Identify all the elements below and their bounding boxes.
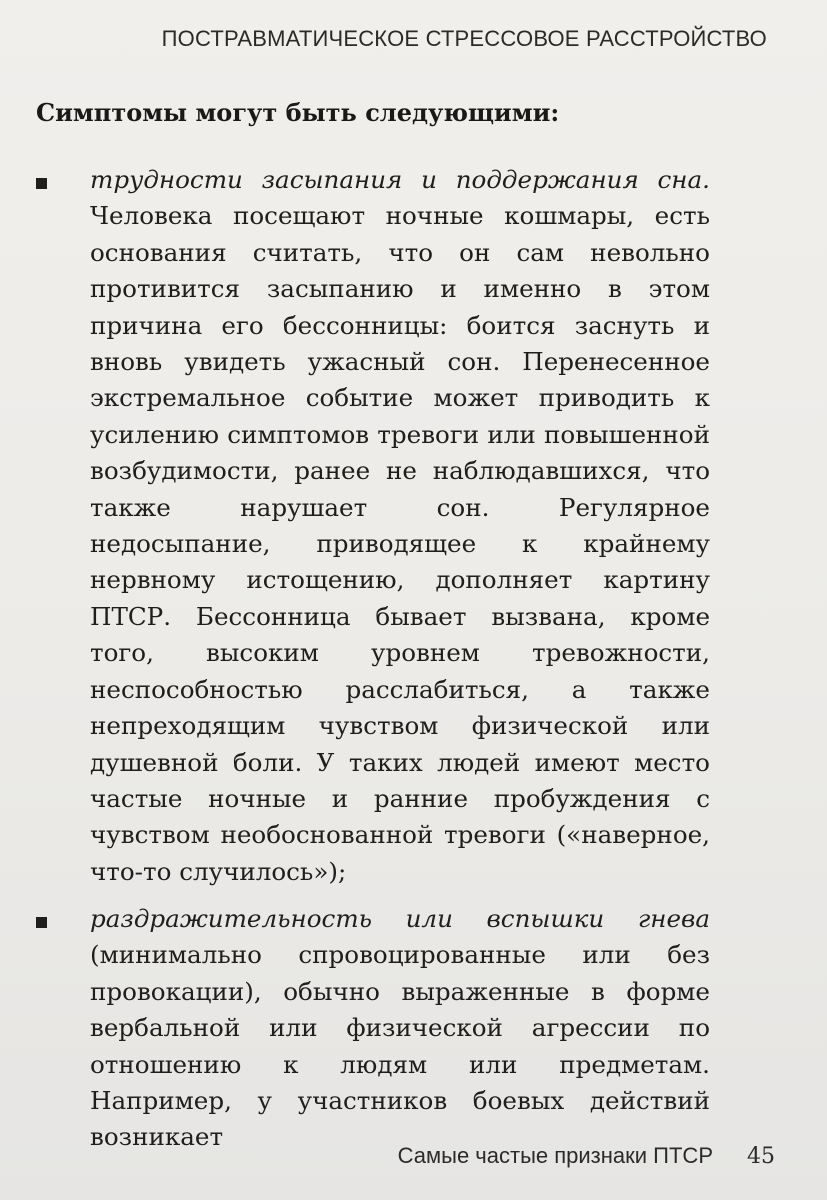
list-item-term: трудности засыпания и поддержания сна. xyxy=(90,165,710,194)
list-item xyxy=(90,162,710,890)
bullet-square-icon xyxy=(36,917,47,928)
running-footer xyxy=(398,1143,775,1169)
page-number: 45 xyxy=(747,1144,775,1169)
list-item xyxy=(90,901,710,1156)
bullet-square-icon xyxy=(36,178,47,189)
list-item-text: Человека посещают ночные кошмары, есть основания считать, что он сам невольно противится засыпанию и именно в этом причина его бессонницы: боится заснуть и вновь увидеть ужасный сон. Перенесенное экстремальное событие может приводить к усилению симптомов тревоги или повышенной возбудимости, ранее не наблюдавшихся, что также нарушает сон. Регулярное недосыпание, приводящее к крайнему нервному истощению, дополняет картину ПТСР. Бессонница бывает вызвана, кроме того, высоким уровнем тревожности, неспособностью расслабиться, а также непреходящим чувством физической или душевной боли. У таких людей имеют место частые ночные и ранние пробуждения с чувством необоснованной тревоги («наверное, что-то случилось»); xyxy=(90,201,710,886)
running-header: ПОСТРАВМАТИЧЕСКОЕ СТРЕССОВОЕ РАССТРОЙСТВО xyxy=(161,26,767,51)
symptoms-heading: Симптомы могут быть следующими: xyxy=(36,98,560,127)
list-item-term: раздражительность или вспышки гнева xyxy=(90,904,710,933)
list-item-text: (минимально спровоцированные или без провокации), обычно выраженные в форме вербальной или физической агрессии по отношению к людям или предметам. Например, у участников боевых действий возникает xyxy=(90,940,710,1152)
footer-section-title: Самые частые признаки ПТСР xyxy=(397,1143,713,1168)
